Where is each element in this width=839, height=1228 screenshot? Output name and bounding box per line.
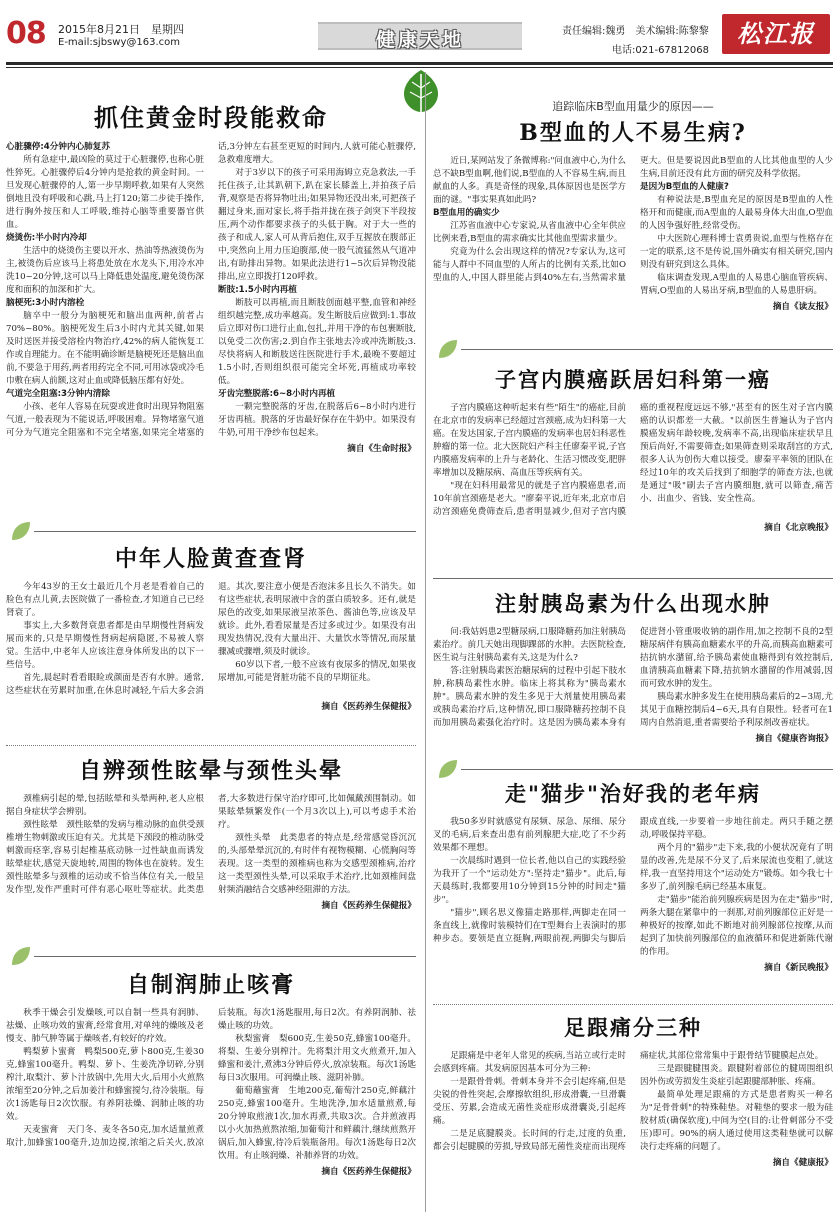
newspaper-logo: 松江报 — [722, 14, 830, 54]
article-source: 摘自《新民晚报》 — [764, 963, 833, 973]
divider — [461, 349, 833, 350]
article-title: 中年人脸黄查查肾 — [114, 546, 307, 572]
article-title: 子宫内膜癌跃居妇科第一癌 — [495, 367, 771, 392]
article-paragraph: 颈椎病引起的晕,包括眩晕和头晕两种,老人应根据自身症状学会辨别。 — [6, 794, 204, 817]
contact-email[interactable]: E-mail:sjbswy@163.com — [58, 37, 180, 48]
article-paragraph: 鸭梨萝卜蜜膏 鸭梨500克,萝卜800克,生姜30克,蜂蜜100毫升。鸭梨、萝卜、生姜洗净切碎,分别榨汁,取梨汁、萝卜汁放锅中,先用大火,后用小火煎熬浓缩至20分钟,之后加姜汁和蜂蜜搅匀,待冷装瓶。每次1汤匙每日2次饮服。有养阴祛燥、润肺止咳的功效。 — [6, 1047, 204, 1122]
article-body — [6, 141, 416, 440]
article-paragraph: 小孩、老年人容易在玩耍或进食时出现异物阻塞气道,一般表现为不能说话,呼吸困难。异物堵塞气道可分为气道完全阻塞和不完全堵塞,如果完全堵塞的话,3分钟左右甚至更短的时间内,人就可能心脏骤停,急救难度增大。 — [6, 142, 416, 438]
article-kicker: 追踪临床B型血用量少的原因—— — [552, 100, 714, 113]
divider — [34, 956, 416, 957]
article-title: 走"猫步"治好我的老年病 — [505, 781, 761, 806]
article-cough-paste — [6, 962, 416, 1220]
page-header — [0, 0, 839, 62]
article-source: 摘自《健康咨询报》 — [755, 734, 833, 744]
article-paragraph: 究竟为什么会出现这样的情况?专家认为,这可能与人群中不同血型的人所占的比例有关系,比如O型血的人,中国人群里能占到40%左右,当然需求量更大。但是要说因此B型血的人比其他血型的人少生病,目前还没有此方面的研究及科学依据。 — [433, 156, 833, 283]
article-paragraph: 对于3岁以下的孩子可采用海姆立克急救法,一手托住孩子,让其趴朝下,趴在家长膝盖上,并拍孩子后背,观察是否将异物吐出;如果异物还没出来,可把孩子翻过身来,面对家长,将手指并拢在孩子剑突下半段按压,两个动作都要求孩子的头低于胸。对于大一些的孩子和成人,家人可从背后抱住,双手互握放在腹部正中,突然向上用力压迫腹部,使一股气流猛然从气道冲出,有助排出异物。如果此法进行1~5次后异物没能排出,应立即拨打120呼救。 — [218, 168, 416, 282]
article-paragraph: 胰岛素水肿多发生在使用胰岛素后的2~3周,尤其见于血糖控制后4~6天,具有自限性。轻者可在1周内自然消退,重者需要给予利尿剂改善症状。 — [640, 692, 833, 728]
article-paragraph: 答:注射胰岛素医治糖尿病的过程中引起下肢水肿,称胰岛素性水肿。临床上将其称为"胰岛素水肿"。胰岛素水肿的发生多见于大剂量使用胰岛素或胰岛素治疗后,这种情况,即口服降糖药控制不良而加用胰岛素强化治疗时。这是因为胰岛素本身有促进肾小管重吸收钠的副作用,加之控制不良的2型糖尿病伴有胰高血糖素水平的升高,而胰高血糖素可拮抗钠水潴留,给予胰岛素使血糖得到有效控制后,血清胰高血糖素下降,拮抗钠水潴留的作用减弱,因而可致水肿的发生。 — [433, 627, 833, 728]
section-title: 健康天地 — [375, 29, 464, 51]
article-paragraph: 江苏省血液中心专家说,从省血液中心全年供应比例来看,B型血的需求确实比其他血型需求量少。 — [433, 221, 626, 244]
article-paragraph: 一颗完整脱落的牙齿,在脱落后6~8小时内进行牙齿再植。脱落的牙齿最好保存在牛奶中。如果没有牛奶,可用干净纱布包起来。 — [218, 402, 416, 438]
leaf-icon — [437, 338, 459, 360]
page-number: 08 — [6, 16, 46, 51]
article-paragraph: 二是足底腱膜炎。长时间的行走,过度的负重,都会引起腱膜的劳损,导致局部无菌性炎症而出现疼痛症状,其部位常常集中于跟骨结节腱膜起点处。 — [433, 1051, 824, 1152]
article-paragraph: 问:我姑妈患2型糖尿病,口服降糖药加注射胰岛素治疗。前几天她出现脚踝部的水肿。去医院检查,医生说与注射胰岛素有关,这是为什么? — [433, 627, 626, 663]
article-paragraph: 断肢可以再植,而且断肢创面越平整,血管和神经组织越完整,成功率越高。发生断肢后应做到:1.事故后立即对伤口进行止血,包扎,并用干净的布包裹断肢,以免受二次伤害;2.到自作主张地去冷或冲洗断肢;3.尽快将病人和断肢送往医院进行手术,最晚不要超过1.5小时,否则组织很可能完全坏死,再植成功率较低。 — [218, 298, 416, 386]
article-paragraph: 葡萄蘸蜜膏 生地200克,葡萄汁250克,鲜藕汁250克,蜂蜜100毫升。生地洗净,加水适量煎煮,每20分钟取煎液1次,加水再煮,共取3次。合并煎液再以小火加热煎熬浓缩,加葡萄汁和鲜藕汁,继续煎熬开锅后,加入蜂蜜,待冷后装瓶备用。每次1汤匙每日2次饮用。有止咳润燥、补肺养肾的功效。 — [218, 1086, 416, 1161]
article-body — [433, 1050, 833, 1154]
divider — [433, 578, 833, 579]
divider — [34, 531, 416, 532]
section-banner — [318, 22, 522, 50]
article-body — [433, 626, 833, 730]
article-subheading: 烧烫伤:半小时内冷却 — [6, 233, 87, 243]
article-source: 摘自《北京晚报》 — [764, 523, 833, 533]
editors-credit: 责任编辑:魏勇 美术编辑:陈黎黎 — [562, 26, 709, 37]
article-paragraph: 60岁以下者,一般不应该有夜尿多的情况,如果夜尿增加,可能是肾脏功能不良的早期征兆。 — [218, 660, 416, 683]
article-cervical-dizziness — [6, 750, 416, 945]
article-insulin-edema — [433, 584, 833, 756]
article-subheading: 心脏骤停:4分钟内心肺复苏 — [6, 142, 110, 152]
divider — [461, 769, 833, 770]
article-title: 足跟痛分三种 — [564, 1015, 702, 1040]
article-paragraph: 临床调查发现,A型血的人易患心脑血管疾病、胃病,O型血的人易出牙病,B型血的人易患肝病。 — [640, 273, 833, 296]
article-paragraph: 秋季干燥会引发燥咳,可以自制一些具有润肺、祛燥、止咳功效的蜜膏,经常食用,对单纯的燥咳及老慢支、肺气肿等属于燥咳者,有较好的疗效。 — [6, 1008, 204, 1044]
article-source: 摘自《生命时报》 — [347, 444, 416, 454]
article-body — [6, 793, 416, 897]
article-paragraph: 两个月的"猫步"走下来,我的小便状况竟有了明显的改善,先是尿不分叉了,后来尿流也变粗了,就这样,我一直坚持用这个"运动处方"锻炼。如今我七十多岁了,前列腺毛病已经基本康复。 — [640, 843, 833, 892]
article-paragraph: 我50多岁时就感觉有尿频、尿急、尿细、尿分叉的毛病,后来查出患有前列腺肥大症,吃了不少药效果都不理想。 — [433, 817, 626, 853]
article-body — [433, 155, 833, 298]
article-paragraph: 子宫内膜癌这种听起来有些"陌生"的癌症,目前在北京市的发病率已经超过宫颈癌,成为妇科第一大癌。在发达国家,子宫内膜癌的发病率也居妇科恶性肿瘤的第一位。北大医院妇产科主任廖秦平说,子宫内膜癌发病率的上升与老龄化、生活习惯改变,肥胖率增加以及糖尿病、高血压等疾病有关。 — [433, 403, 626, 478]
article-paragraph: 生活中的烧烫伤主要以开水、热油等热液烫伤为主,被烫伤后应该马上将患处放在水龙头下,用冷水冲洗10~20分钟,这可以马上降低患处温度,避免烫伤深度和面积的加深和扩大。 — [6, 246, 204, 295]
article-paragraph: 今年43岁的王女士最近几个月老是看着自己的脸色有点儿黄,去医院做了一番检查,才知道自己已经肾衰了。 — [6, 582, 204, 618]
contact-phone: 电话:021-67812068 — [612, 45, 709, 56]
article-subheading: B型血用的确实少 — [433, 208, 500, 218]
article-title: 抓住黄金时段能救命 — [94, 103, 328, 132]
article-subheading: 脑梗死:3小时内溶栓 — [6, 298, 85, 308]
article-paragraph: 颈性眩晕 颈性眩晕的发病与椎动脉的血供受颈椎增生物刺激或压迫有关。尤其是下颈段的椎动脉受刺激而痉挛,容易引起椎基底动脉一过性缺血而诱发眩晕症状,感觉天旋地转,周围的物体也在旋转。发生颈性眩晕多与颈椎的运动或不恰当体位有关,一般呈发作型,发作严重时可伴有恶心呕吐等症状。此类患者,大多数进行保守治疗即可,比如佩戴颈围制动。如果眩晕频繁发作(一个月3次以上),可以考虑手术治疗。 — [6, 794, 416, 895]
article-paragraph: 事实上,大多数肾衰患者都是由早期慢性肾病发展而来的,只是早期慢性肾病起病隐匿,不易被人察觉。生活中,中老年人应该注意身体所发出的以下一些信号。 — [6, 621, 204, 670]
article-title: B型血的人不易生病? — [519, 120, 747, 146]
header-rule — [6, 62, 833, 65]
article-paragraph: 脑卒中一般分为脑梗死和脑出血两种,前者占70%~80%。脑梗死发生后3小时内尤其关键,如果及时送医并接受溶栓内物治疗,42%的病人能恢复工作或自理能力。在不能明确诊断是脑梗死还是脑出血前,不要急于用药,两者用药完全不同,可用冰袋或冷毛巾敷在病人前额,这对止血或降低脑压都有好处。 — [6, 311, 204, 386]
article-body — [433, 816, 833, 959]
article-paragraph: 三是跟腱腱围炎。跟腱附着部位的腱周围组织因外伤或劳损发生炎症引起跟腱部肿胀、疼痛。 — [640, 1064, 833, 1087]
article-paragraph: "猫步",顾名思义像猫走路那样,两脚走在同一条直线上,就像时装模特们在T型舞台上表演时的那种步态。要领是直立挺胸,两眼前视,两脚尖与脚后跟成直线,一步要着一步地往前走。两只手随之摆动,呼吸保持平稳。 — [433, 817, 833, 944]
article-source: 摘自《医药养生保健报》 — [321, 901, 416, 911]
article-paragraph: 有种说法是,B型血充足的原因是B型血的人性格开和而健康,而A型血的人最易身体大出血,O型血的人因争强好胜,经常受伤。 — [640, 195, 833, 231]
divider — [433, 1004, 833, 1005]
article-body — [433, 402, 833, 519]
article-source: 摘自《健康报》 — [772, 1158, 833, 1168]
article-paragraph: 一是跟骨骨刺。骨刺本身并不会引起疼痛,但是尖锐的骨性突起,会摩擦软组织,形成滑囊,一旦滑囊受压、劳累,会造成无菌性炎症形成滑囊炎,引起疼痛。 — [433, 1077, 626, 1126]
article-paragraph: 天麦蜜膏 天门冬、麦冬各50克,加水适量煎煮取汁,加蜂蜜100毫升,边加边搅,浓缩之后关火,放凉后装瓶。每次1汤匙服用,每日2次。有养阴润肺、祛燥止咳的功效。 — [6, 1008, 416, 1148]
article-b-blood-type — [433, 98, 833, 333]
article-paragraph: 秋梨蜜膏 梨600克,生姜50克,蜂蜜100毫升。将梨、生姜分别榨汁。先将梨汁用文火煎煮开,加入蜂蜜和姜汁,煮沸3分钟后停火,放凉装瓶。每次1汤匙每日3次服用。可润燥止咳、滋阴补肺。 — [218, 1034, 416, 1083]
article-subheading: 牙齿完整脱落:6~8小时内再植 — [218, 389, 336, 399]
article-kidney-check — [6, 540, 416, 740]
article-heel-pain — [433, 1008, 833, 1222]
article-paragraph: 所有急症中,最凶险的莫过于心脏骤停,也称心脏性猝死。心脏骤停后4分钟内是抢救的黄金时间。一旦发现心脏骤停的人,第一步早期呼救,如果有人突然倒地且没有呼吸和心跳,马上打120;第二步徒手操作,进行胸外按压和人工呼吸,维持心脑等重要器官供血。 — [6, 155, 204, 230]
article-subheading: 是因为B型血的人健康? — [640, 182, 729, 192]
article-endometrial-cancer — [433, 360, 833, 570]
article-subheading: 气道完全阻塞:3分钟内清除 — [6, 389, 110, 399]
article-source: 摘自《医药养生保健报》 — [321, 702, 416, 712]
divider — [6, 745, 416, 746]
leaf-icon — [10, 520, 32, 542]
article-title: 自制润肺止咳膏 — [126, 972, 295, 998]
issue-date: 2015年8月21日 星期四 — [58, 23, 184, 36]
article-paragraph: 一次晨练时遇到一位长者,他以自己的实践经验为我开了一个"运动处方":坚持走"猫步"。此后,每天晨练时,我都要用10分钟到15分钟的时间走"猫步"。 — [433, 856, 626, 905]
article-paragraph: 足跟痛是中老年人常见的疾病,当站立或行走时会感到疼痛。其发病原因基本可分为三种: — [433, 1051, 626, 1074]
article-cat-walk — [433, 774, 833, 1000]
article-paragraph: 走"猫步"能治前列腺疾病是因为在走"猫步"时,两条大腿在紧靠中的一刹那,对前列腺部位正好是一种极好的按摩,如此不断地对前列腺部位按摩,从而起到了加快前列腺部位的血液循环和促进新陈代谢的作用。 — [640, 895, 833, 957]
article-paragraph: 最简单处理足跟痛的方式是患者购买一种名为"足骨骨刺"的特殊鞋垫。对鞋垫的要求一般为硅胶材质(确保软度),中间为空(目的:让骨刺部分不受压)即可。90%的病人通过使用这类鞋垫就可以解决行走疼痛的问题了。 — [640, 1090, 833, 1152]
article-golden-time — [6, 90, 416, 520]
article-paragraph: 首先,晨起时看看眼睑或颜面是否有水肿。通常,这些症状在劳累时加重,在休息时减轻,午后大多会消退。其次,要注意小便是否泡沫多且长久不消失。如有这些症状,表明尿液中含的蛋白质较多。还有,就是尿色的改变,如果尿液呈浓茶色、酱油色等,应该及早就诊。此外,看看尿量是否过多或过少。如果没有出现发热情况,没有大量出汗、大量饮水等情况,而尿量骤减或骤增,须及时就诊。 — [6, 582, 416, 696]
article-source: 摘自《医药养生保健报》 — [321, 1167, 416, 1177]
article-title: 注射胰岛素为什么出现水肿 — [495, 591, 771, 616]
article-body — [6, 1007, 416, 1163]
column-separator — [425, 72, 426, 1212]
article-paragraph: 颈性头晕 此类患者的特点是,经常感觉昏沉沉的,头部晕晕沉沉的,有时伴有视物模糊、心慌胸闷等表现。这一类型的颈椎病也称为交感型颈椎病,治疗这一类型颈性头晕,可以采取手术治疗,比如颈椎间盘射频消融结合交感神经阻滞的方法。 — [218, 833, 416, 895]
article-title: 自辨颈性眩晕与颈性头晕 — [78, 758, 343, 784]
article-paragraph: "现在妇科用最常见的就是子宫内膜癌患者,而10年前宫颈癌是老大。"廖秦平说,近年来,北京市启动宫颈癌免费筛查后,患者明显减少,但对子宫内膜癌的重视程度远远不够,"甚至有的医生对子宫内膜癌的认识都差一大截。"以前医生普遍认为子宫内膜癌发病年龄较晚,发病率不高,出现临床症状早且预后尚好,不需要筛查;如果筛查则采取刮宫的方式,很多人认为创伤大难以接受。廖秦平率领的团队在经过10年的攻关后找到了细胞学的筛查方法,也就是通过"吸"刷去子宫内膜细胞,就可以筛查,痛苦小、出血少、省钱、安全性高。 — [433, 403, 833, 517]
article-subheading: 断肢:1.5小时内再植 — [218, 285, 297, 295]
article-paragraph: 中大医院心理科博士袁勇贵说,血型与性格存在一定的联系,这不是传说,国外确实有相关研究,国内则没有研究到这么具体。 — [640, 234, 833, 270]
article-source: 摘自《读友报》 — [772, 302, 833, 312]
article-paragraph: 近日,某网站发了条微博称:"问血液中心,为什么总不缺B型血啊,他们说,B型血的人不容易生病,而且献血的人多。真是奇怪的现象,具体原因也是医学方面的谜。"事实果真如此吗? — [433, 156, 626, 205]
article-body — [6, 581, 416, 698]
